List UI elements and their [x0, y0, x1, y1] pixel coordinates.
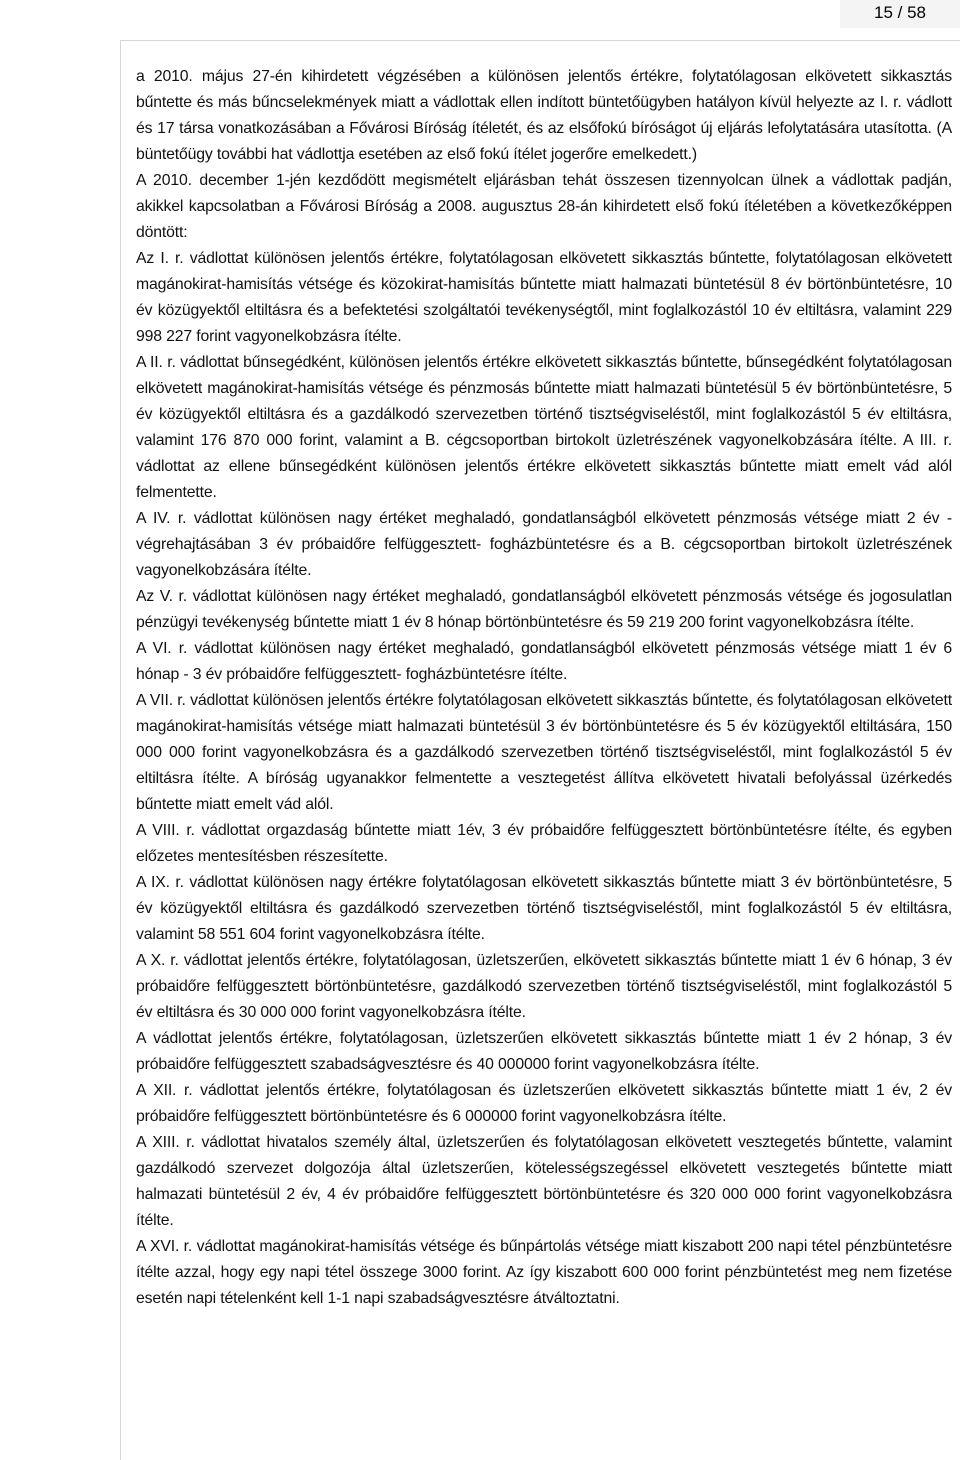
document-body — [136, 64, 952, 1312]
paragraph-defendant-12: A XII. r. vádlottat jelentős értékre, folytatólagosan és üzletszerűen elkövetett sikkasztás bűntette miatt 1 év, 2 év próbaidőre felfüggesztett börtönbüntetésre és 6 000000 forint vagyonelkobzásra ítélte. — [136, 1082, 952, 1125]
paragraph-defendant-2: A II. r. vádlottat bűnsegédként, különösen jelentős értékre elkövetett sikkasztás bűntette, bűnsegédként folytatólagosan elkövetett magánokirat-hamisítás vétsége és pénzmosás bűntette miatt halmazati büntetésül 5 év börtönbüntetésre, 5 év közügyektől eltiltásra és a gazdálkodó szervezetben történő tisztségviseléstől, mint foglalkozástól 5 év eltiltásra, valamint 176 870 000 forint, valamint a B. cégcsoportban birtokolt üzletrészének vagyonelkobzására ítélte. A III. r. vádlottat az ellene bűnsegédként különösen jelentős értékre elkövetett sikkasztás bűntette miatt emelt vád alól felmentette. — [136, 354, 952, 501]
paragraph-defendant-9: A IX. r. vádlottat különösen nagy értékre folytatólagosan elkövetett sikkasztás bűntette miatt 3 év börtönbüntetésre, 5 év közügyektől eltiltásra és gazdálkodó szervezetben történő tisztségviseléstől, mint foglalkozástól 5 év eltiltásra, valamint 58 551 604 forint vagyonelkobzásra ítélte. — [136, 874, 952, 943]
paragraph-defendant-7: A VII. r. vádlottat különösen jelentős értékre folytatólagosan elkövetett sikkasztás bűntette, és folytatólagosan elkövetett magánokirat-hamisítás vétsége miatt halmazati büntetésül 3 év börtönbüntetésre és 5 év közügyektől eltiltására, 150 000 000 forint vagyonelkobzásra és a gazdálkodó szervezetben történő tisztségviseléstől, mint foglalkozástól 5 év eltiltásra ítélte. A bíróság ugyanakkor felmentette a vesztegetést állítva elkövetett hivatali befolyással üzérkedés bűntette miatt emelt vád alól. — [136, 692, 952, 813]
paragraph-defendant-1: Az I. r. vádlottat különösen jelentős értékre, folytatólagosan elkövetett sikkasztás bűntette, folytatólagosan elkövetett magánokirat-hamisítás vétsége és közokirat-hamisítás bűntette miatt halmazati büntetésül 8 év börtönbüntetésre, 10 év közügyektől eltiltásra és a befektetési szolgáltatói tevékenységtől, mint foglalkozástól 10 év eltiltásra, valamint 229 998 227 forint vagyonelkobzásra ítélte. — [136, 250, 952, 345]
paragraph-defendant-unnumbered: A vádlottat jelentős értékre, folytatólagosan, üzletszerűen elkövetett sikkasztás bűntette miatt 1 év 2 hónap, 3 év próbaidőre felfüggesztett szabadságvesztésre és 40 000000 forint vagyonelkobzásra ítélte. — [136, 1030, 952, 1073]
paragraph-defendant-10: A X. r. vádlottat jelentős értékre, folytatólagosan, üzletszerűen, elkövetett sikkasztás bűntette miatt 1 év 6 hónap, 3 év próbaidőre felfüggesztett börtönbüntetésre, gazdálkodó szervezetben történő tisztségviseléstől, mint foglalkozástól 5 év eltiltásra és 30 000 000 forint vagyonelkobzásra ítélte. — [136, 952, 952, 1021]
paragraph-retrial: A 2010. december 1-jén kezdődött megismételt eljárásban tehát összesen tizennyolcan ülnek a vádlottak padján, akikkel kapcsolatban a Fővárosi Bíróság a 2008. augusztus 28-án kihirdetett első fokú ítéletében a következőképpen döntött: — [136, 172, 952, 241]
paragraph-defendant-4: A IV. r. vádlottat különösen nagy értéket meghaladó, gondatlanságból elkövetett pénzmosás vétsége miatt 2 év - végrehajtásában 3 év próbaidőre felfüggesztett- fogházbüntetésre és a B. cégcsoportban birtokolt üzletrészének vagyonelkobzására ítélte. — [136, 510, 952, 579]
paragraph-defendant-6: A VI. r. vádlottat különösen nagy értéket meghaladó, gondatlanságból elkövetett pénzmosás vétsége miatt 1 év 6 hónap - 3 év próbaidőre felfüggesztett- fogházbüntetésre ítélte. — [136, 640, 952, 683]
paragraph-defendant-16: A XVI. r. vádlottat magánokirat-hamisítás vétsége és bűnpártolás vétsége miatt kiszabott 200 napi tétel pénzbüntetésre ítélte azzal, hogy egy napi tétel összege 3000 forint. Az így kiszabott 600 000 forint pénzbüntetést meg nem fizetése esetén napi tételenként kell 1-1 napi szabadságvesztésre átváltoztatni. — [136, 1238, 952, 1307]
paragraph-appeal-ruling: a 2010. május 27-én kihirdetett végzésében a különösen jelentős értékre, folytatólagosan elkövetett sikkasztás bűntette és más bűncselekmények miatt a vádlottak ellen indított büntetőügyben hatályon kívül helyezte az I. r. vádlott és 17 társa vonatkozásában a Fővárosi Bíróság ítéletét, és az elsőfokú bíróságot új eljárás lefolytatására utasította. (A büntetőügy további hat vádlottja esetében az első fokú ítélet jogerőre emelkedett.) — [136, 68, 952, 163]
paragraph-defendant-8: A VIII. r. vádlottat orgazdaság bűntette miatt 1év, 3 év próbaidőre felfüggesztett börtönbüntetésre ítélte, és egyben előzetes mentesítésben részesítette. — [136, 822, 952, 865]
paragraph-defendant-5: Az V. r. vádlottat különösen nagy értéket meghaladó, gondatlanságból elkövetett pénzmosás vétsége és jogosulatlan pénzügyi tevékenység bűntette miatt 1 év 8 hónap börtönbüntetésre és 59 219 200 forint vagyonelkobzásra ítélte. — [136, 588, 952, 631]
page-number: 15 / 58 — [840, 0, 960, 28]
paragraph-defendant-13: A XIII. r. vádlottat hivatalos személy által, üzletszerűen és folytatólagosan elkövetett vesztegetés bűntette, valamint gazdálkodó szervezet dolgozója által üzletszerűen, kötelességszegéssel elkövetett vesztegetés bűntette miatt halmazati büntetésül 2 év, 4 év próbaidőre felfüggesztett börtönbüntetésre és 320 000 000 forint vagyonelkobzásra ítélte. — [136, 1134, 952, 1229]
